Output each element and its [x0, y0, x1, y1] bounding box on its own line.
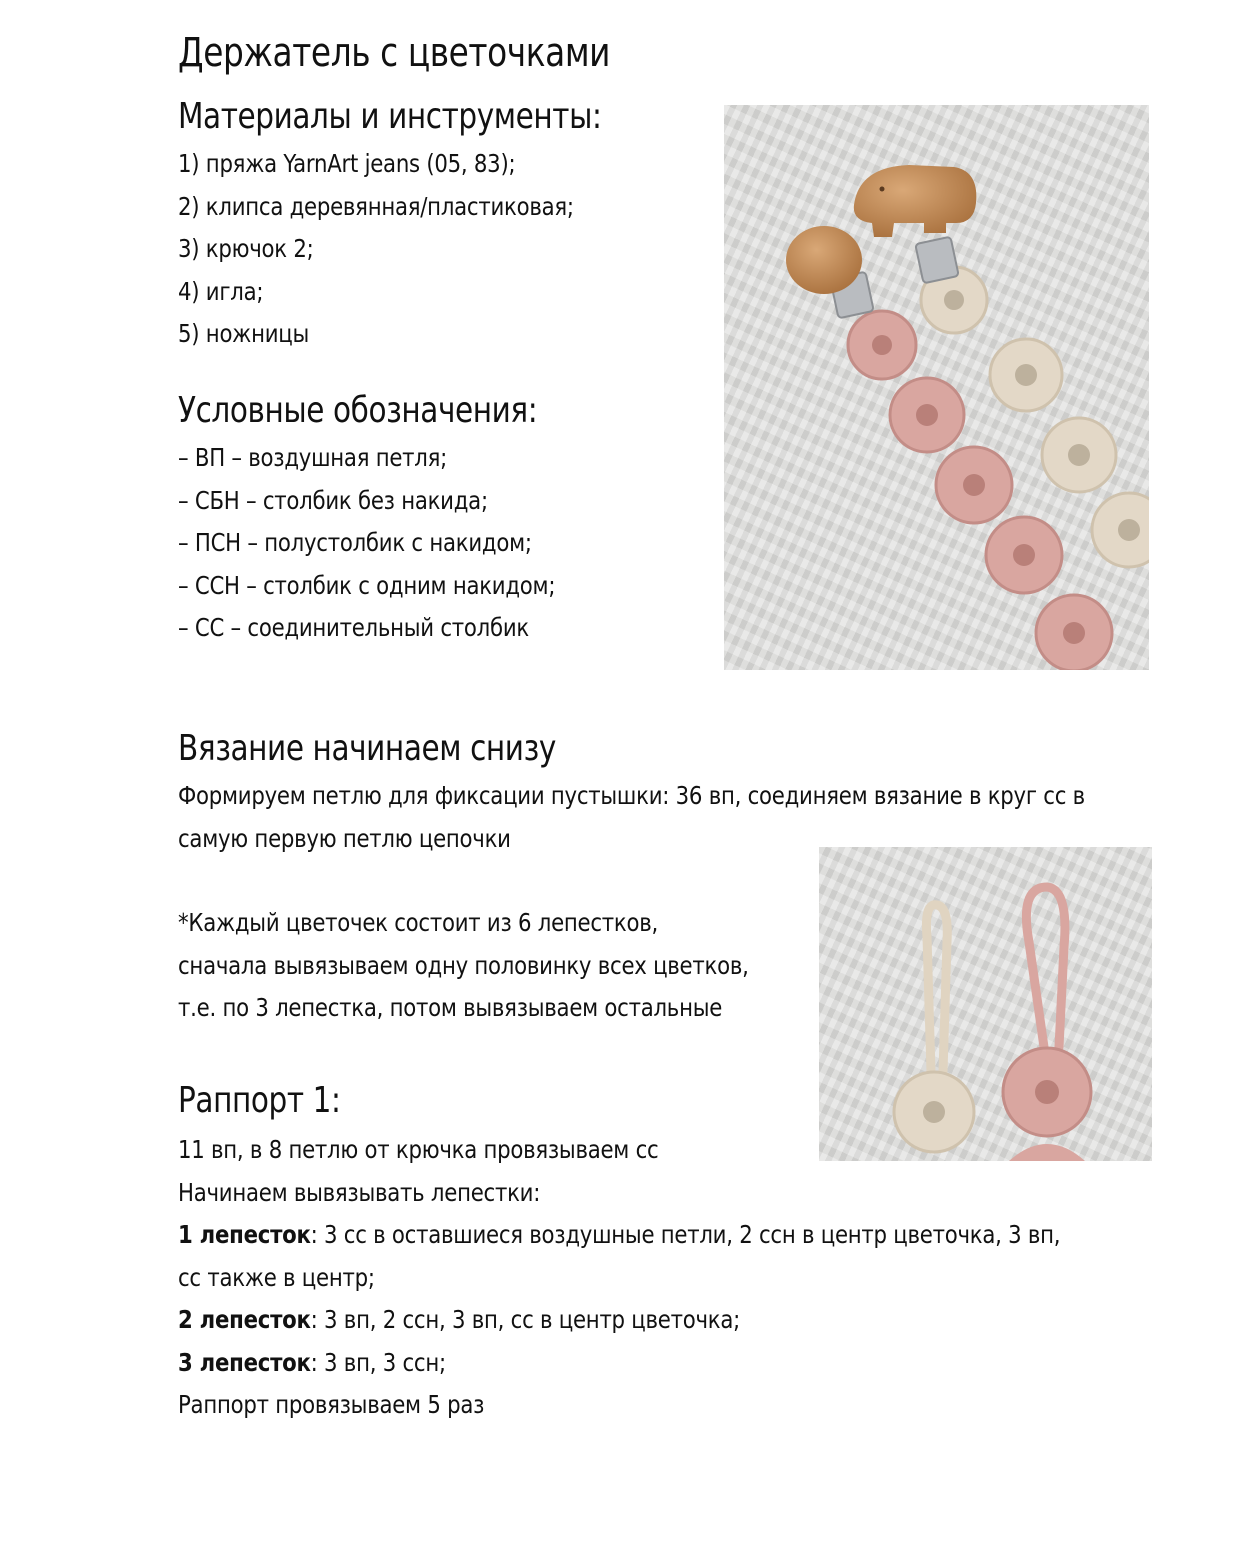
- materials-item: 1) пряжа YarnArt jeans (05, 83);: [178, 149, 516, 178]
- rapport-repeat: Раппорт провязываем 5 раз: [178, 1390, 485, 1419]
- petal-3-label: 3 лепесток: [178, 1347, 311, 1377]
- petal-3-line: [178, 1342, 1060, 1385]
- legend-item: – ВП – воздушная петля;: [178, 443, 448, 472]
- petal-2-label: 2 лепесток: [178, 1305, 311, 1334]
- materials-item: 5) ножницы: [178, 319, 310, 348]
- petal-2-line: [178, 1299, 1060, 1342]
- petal-3-text: : 3 вп, 3 ссн;: [310, 1347, 446, 1377]
- petal-1-line: [178, 1214, 1060, 1257]
- materials-item: 2) клипса деревянная/пластиковая;: [178, 191, 574, 221]
- rapport-intro-line: Начинаем вывязывать лепестки:: [178, 1177, 541, 1207]
- materials-section: [178, 96, 695, 356]
- materials-heading: Материалы и инструменты:: [178, 96, 602, 137]
- rapport-section: [178, 1080, 1216, 1427]
- pacifier-holders-photo: [724, 105, 1149, 670]
- rapport-heading: Раппорт 1:: [178, 1080, 341, 1121]
- legend-heading: Условные обозначения:: [178, 390, 538, 431]
- start-line: Формируем петлю для фиксации пустышки: 36 вп, соединяем вязание в круг сс в: [178, 781, 1085, 810]
- note-line: т.е. по 3 лепестка, потом вывязываем остальные: [178, 993, 723, 1022]
- note-line: *Каждый цветочек состоит из 6 лепестков,: [178, 908, 659, 937]
- petal-1-text: : 3 сс в оставшиеся воздушные петли, 2 ссн в центр цветочка, 3 вп,: [310, 1220, 1061, 1249]
- pacifier-holders-illustration: [724, 105, 1149, 670]
- materials-item: 3) крючок 2;: [178, 234, 314, 263]
- legend-item: – СБН – столбик без накида;: [178, 485, 488, 515]
- legend-item: – ССН – столбик с одним накидом;: [178, 570, 556, 600]
- petal-1-label: 1 лепесток: [178, 1220, 311, 1249]
- legend-item: – СС – соединительный столбик: [178, 613, 529, 642]
- start-heading: Вязание начинаем снизу: [178, 728, 556, 769]
- petal-2-text: : 3 вп, 2 ссн, 3 вп, сс в центр цветочка;: [310, 1305, 741, 1334]
- rapport-intro-line: 11 вп, в 8 петлю от крючка провязываем сс: [178, 1135, 659, 1164]
- petal-1-continuation: сс также в центр;: [178, 1262, 375, 1292]
- document-title: Держатель с цветочками: [178, 30, 611, 76]
- legend-item: – ПСН – полустолбик с накидом;: [178, 528, 532, 557]
- materials-item: 4) игла;: [178, 276, 264, 306]
- legend-section: [178, 390, 622, 650]
- note-line: сначала вывязываем одну половинку всех цветков,: [178, 950, 749, 980]
- start-line: самую первую петлю цепочки: [178, 823, 511, 853]
